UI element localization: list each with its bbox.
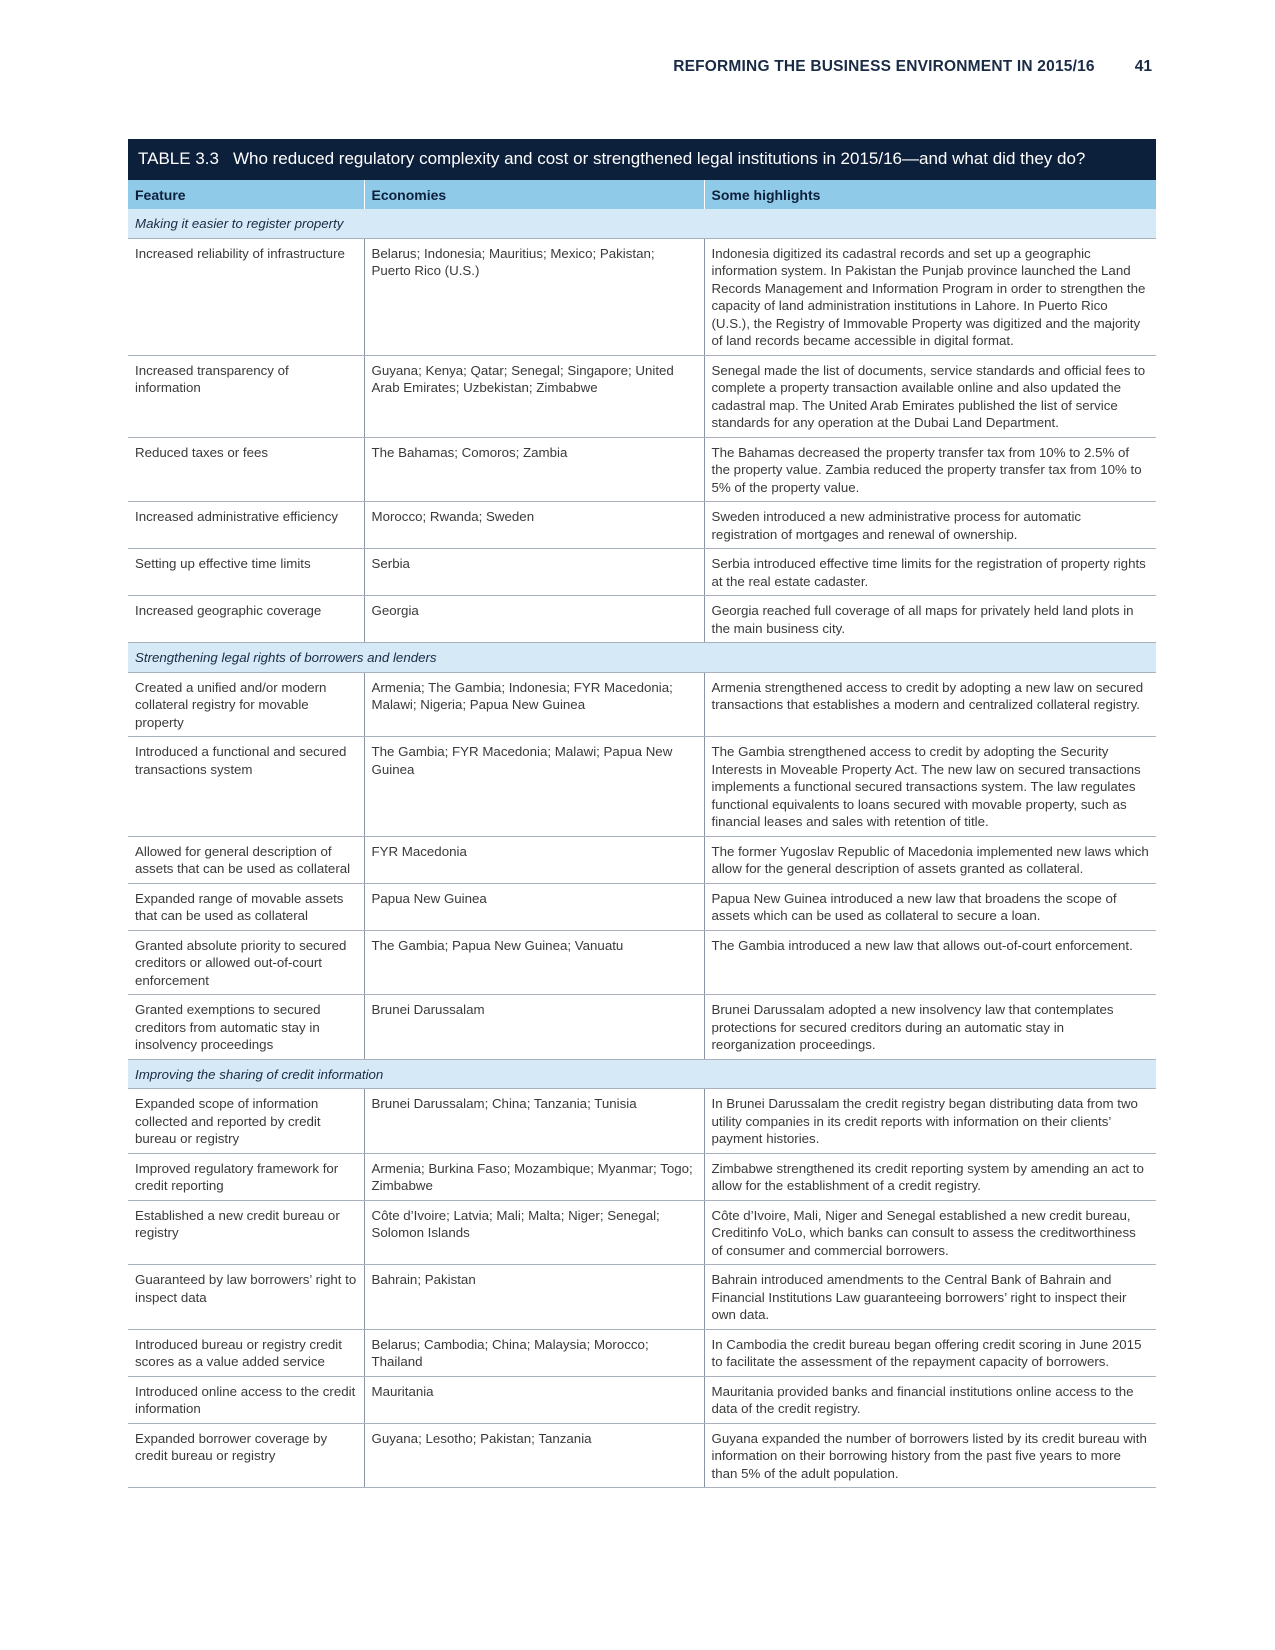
economies-cell: The Bahamas; Comoros; Zambia [364,437,704,502]
highlight-cell: Indonesia digitized its cadastral records and set up a geographic information system. In Pakistan the Punjab province launched the Land Records Management and Information Program in order to strengthen the capacity of land administration institutions in Lahore. In Puerto Rico (U.S.), the Registry of Immovable Property was digitized and the majority of land records became accessible in digital format. [704,238,1156,355]
table-row [128,596,1156,643]
economies-cell: Bahrain; Pakistan [364,1265,704,1330]
highlight-cell: The Gambia strengthened access to credit by adopting the Security Interests in Moveable Property Act. The new law on secured transactions implements a functional secured transactions system. The law regulates functional equivalents to loans secured with movable property, such as financial leases and sales with retention of title. [704,737,1156,837]
highlight-cell: Guyana expanded the number of borrowers listed by its credit bureau with information on their borrowing history from the past five years to more than 5% of the adult population. [704,1423,1156,1488]
section-title: Making it easier to register property [128,209,1156,238]
table-row [128,437,1156,502]
table-row [128,1200,1156,1265]
economies-cell: Papua New Guinea [364,883,704,930]
feature-cell: Created a unified and/or modern collateral registry for movable property [128,672,364,737]
section-row [128,209,1156,238]
feature-cell: Increased geographic coverage [128,596,364,643]
economies-cell: Belarus; Indonesia; Mauritius; Mexico; Pakistan; Puerto Rico (U.S.) [364,238,704,355]
table-body [128,209,1156,1488]
feature-cell: Improved regulatory framework for credit reporting [128,1153,364,1200]
table-title: Who reduced regulatory complexity and cost or strengthened legal institutions in 2015/16—and what did they do? [232,149,1086,168]
feature-cell: Expanded borrower coverage by credit bureau or registry [128,1423,364,1488]
feature-cell: Guaranteed by law borrowers’ right to inspect data [128,1265,364,1330]
highlight-cell: The Gambia introduced a new law that allows out-of-court enforcement. [704,930,1156,995]
header-economies: Economies [364,180,704,209]
highlight-cell: Senegal made the list of documents, service standards and official fees to complete a property transaction available online and also updated the cadastral map. The United Arab Emirates published the list of service standards for any operation at the Dubai Land Department. [704,355,1156,437]
economies-cell: Serbia [364,549,704,596]
reforms-table [128,139,1156,1488]
highlight-cell: In Brunei Darussalam the credit registry began distributing data from two utility companies in its credit reports with information on their clients’ payment histories. [704,1089,1156,1154]
highlight-cell: Sweden introduced a new administrative process for automatic registration of mortgages and renewal of ownership. [704,502,1156,549]
highlight-cell: Zimbabwe strengthened its credit reporting system by amending an act to allow for the establishment of a credit registry. [704,1153,1156,1200]
table-row [128,1089,1156,1154]
table-row [128,672,1156,737]
page-number: 41 [1134,58,1152,75]
feature-cell: Reduced taxes or fees [128,437,364,502]
feature-cell: Setting up effective time limits [128,549,364,596]
highlight-cell: Armenia strengthened access to credit by adopting a new law on secured transactions that establishes a modern and centralized collateral registry. [704,672,1156,737]
economies-cell: Armenia; The Gambia; Indonesia; FYR Macedonia; Malawi; Nigeria; Papua New Guinea [364,672,704,737]
table-row [128,355,1156,437]
table-row [128,883,1156,930]
feature-cell: Established a new credit bureau or registry [128,1200,364,1265]
highlight-cell: Bahrain introduced amendments to the Central Bank of Bahrain and Financial Institutions Law guaranteeing borrowers’ right to inspect their own data. [704,1265,1156,1330]
highlight-cell: Papua New Guinea introduced a new law that broadens the scope of assets which can be used as collateral to secure a loan. [704,883,1156,930]
table-title-bar [128,139,1156,180]
section-row [128,643,1156,673]
feature-cell: Introduced bureau or registry credit scores as a value added service [128,1329,364,1376]
feature-cell: Introduced a functional and secured transactions system [128,737,364,837]
table-number: TABLE 3.3 [138,149,219,168]
economies-cell: Belarus; Cambodia; China; Malaysia; Morocco; Thailand [364,1329,704,1376]
economies-cell: The Gambia; FYR Macedonia; Malawi; Papua New Guinea [364,737,704,837]
economies-cell: Morocco; Rwanda; Sweden [364,502,704,549]
running-head [600,58,1152,76]
table-row [128,836,1156,883]
economies-cell: Armenia; Burkina Faso; Mozambique; Myanmar; Togo; Zimbabwe [364,1153,704,1200]
table-row [128,1423,1156,1488]
table-row [128,502,1156,549]
table-row [128,1376,1156,1423]
economies-cell: Guyana; Lesotho; Pakistan; Tanzania [364,1423,704,1488]
header-highlights: Some highlights [704,180,1156,209]
feature-cell: Expanded range of movable assets that can be used as collateral [128,883,364,930]
economies-cell: Brunei Darussalam [364,995,704,1060]
table-row [128,1265,1156,1330]
highlight-cell: Brunei Darussalam adopted a new insolvency law that contemplates protections for secured creditors during an automatic stay in reorganization proceedings. [704,995,1156,1060]
highlight-cell: Serbia introduced effective time limits for the registration of property rights at the real estate cadaster. [704,549,1156,596]
highlight-cell: Côte d’Ivoire, Mali, Niger and Senegal established a new credit bureau, Creditinfo VoLo, which banks can consult to assess the creditworthiness of consumer and commercial borrowers. [704,1200,1156,1265]
feature-cell: Introduced online access to the credit information [128,1376,364,1423]
highlight-cell: Georgia reached full coverage of all maps for privately held land plots in the main business city. [704,596,1156,643]
highlight-cell: The former Yugoslav Republic of Macedonia implemented new laws which allow for the general description of assets granted as collateral. [704,836,1156,883]
economies-cell: FYR Macedonia [364,836,704,883]
feature-cell: Increased administrative efficiency [128,502,364,549]
economies-cell: Côte d’Ivoire; Latvia; Mali; Malta; Niger; Senegal; Solomon Islands [364,1200,704,1265]
highlight-cell: In Cambodia the credit bureau began offering credit scoring in June 2015 to facilitate the assessment of the repayment capacity of borrowers. [704,1329,1156,1376]
table-row [128,238,1156,355]
feature-cell: Granted exemptions to secured creditors from automatic stay in insolvency proceedings [128,995,364,1060]
economies-cell: Brunei Darussalam; China; Tanzania; Tunisia [364,1089,704,1154]
feature-cell: Increased reliability of infrastructure [128,238,364,355]
table-row [128,1153,1156,1200]
feature-cell: Granted absolute priority to secured creditors or allowed out-of-court enforcement [128,930,364,995]
feature-cell: Expanded scope of information collected and reported by credit bureau or registry [128,1089,364,1154]
table-row [128,930,1156,995]
table-header [128,180,1156,209]
feature-cell: Allowed for general description of assets that can be used as collateral [128,836,364,883]
section-title: Strengthening legal rights of borrowers and lenders [128,643,1156,673]
economies-cell: Mauritania [364,1376,704,1423]
table-grid [128,180,1156,1488]
highlight-cell: The Bahamas decreased the property transfer tax from 10% to 2.5% of the property value. Zambia reduced the property transfer tax from 10% to 5% of the property value. [704,437,1156,502]
table-row [128,737,1156,837]
economies-cell: Guyana; Kenya; Qatar; Senegal; Singapore; United Arab Emirates; Uzbekistan; Zimbabwe [364,355,704,437]
table-row [128,995,1156,1060]
highlight-cell: Mauritania provided banks and financial institutions online access to the data of the credit registry. [704,1376,1156,1423]
economies-cell: The Gambia; Papua New Guinea; Vanuatu [364,930,704,995]
section-title: Improving the sharing of credit information [128,1059,1156,1089]
economies-cell: Georgia [364,596,704,643]
header-feature: Feature [128,180,364,209]
table-row [128,549,1156,596]
feature-cell: Increased transparency of information [128,355,364,437]
section-row [128,1059,1156,1089]
table-row [128,1329,1156,1376]
running-title: REFORMING THE BUSINESS ENVIRONMENT IN 2015/16 [673,58,1095,75]
